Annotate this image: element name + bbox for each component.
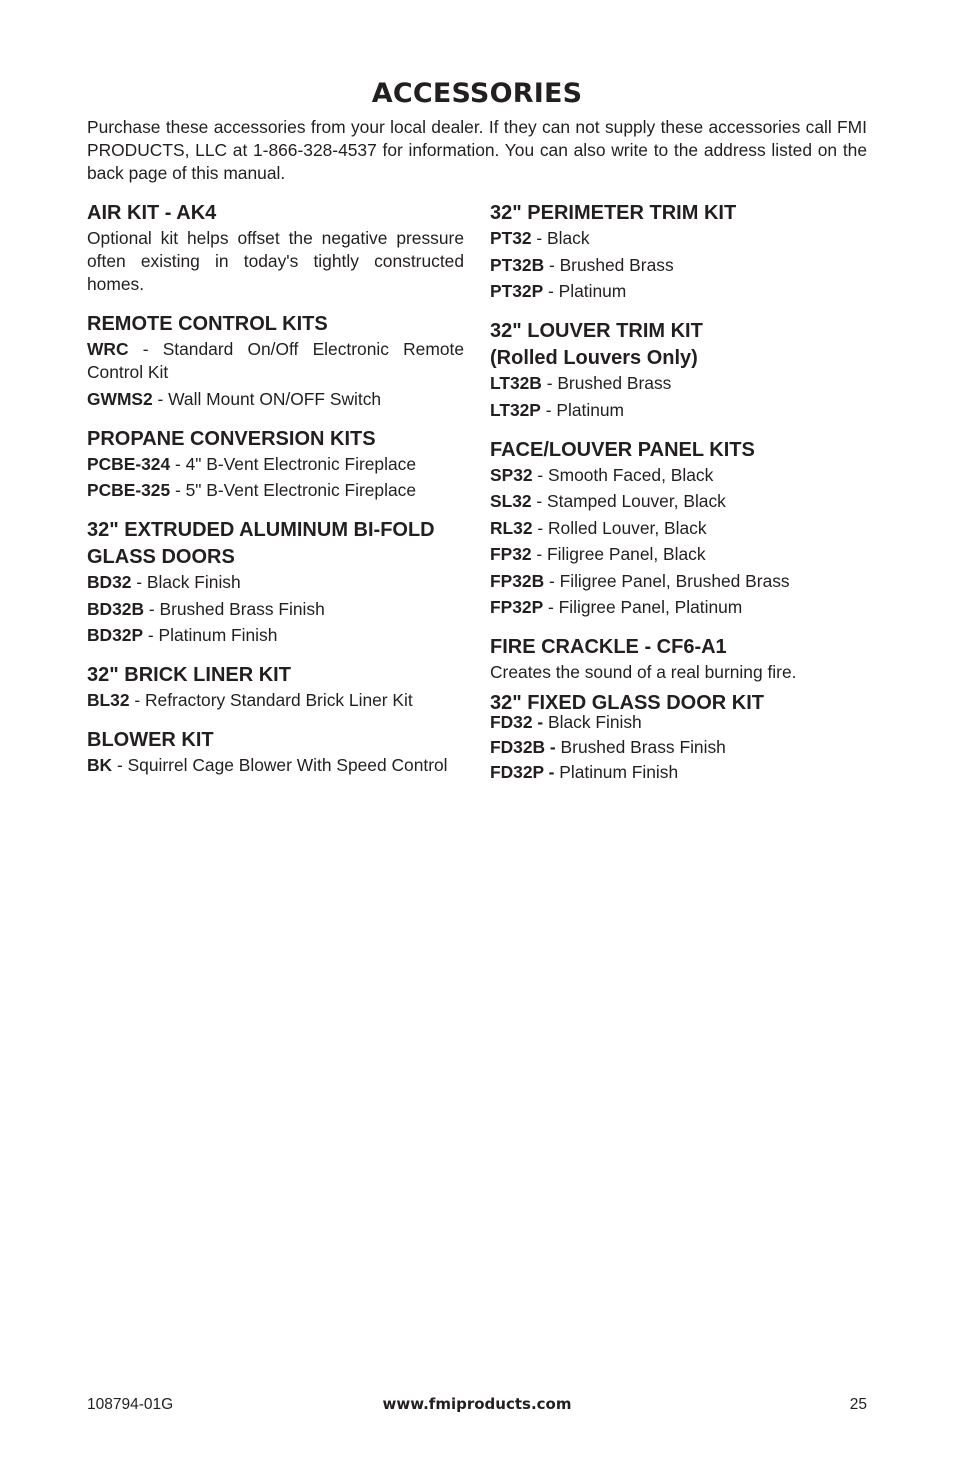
part-code: FP32B xyxy=(490,570,545,591)
bifold-title-line2: GLASS DOORS xyxy=(87,546,235,568)
website-link[interactable]: www.fmiproducts.com xyxy=(382,1395,572,1413)
air-kit-section xyxy=(87,200,464,296)
part-description: - Black xyxy=(531,228,590,248)
fixed-glass-door-section xyxy=(490,690,870,784)
face-louver-panel-title: FACE/LOUVER PANEL KITS xyxy=(490,438,755,461)
part-code: FP32P xyxy=(490,597,544,617)
blower-kit-title: BLOWER KIT xyxy=(87,729,214,751)
louver-trim-section xyxy=(490,318,870,422)
air-kit-description: Optional kit helps offset the negative pressure often existing in today's tightly constructed homes. xyxy=(87,228,464,294)
air-kit-title: AIR KIT - AK4 xyxy=(87,202,217,224)
part-code: PCBE-325 xyxy=(87,480,171,500)
list-item xyxy=(87,689,464,712)
page-title: ACCESSORIES xyxy=(371,78,583,109)
part-description: - Refractory Standard Brick Liner Kit xyxy=(129,690,413,710)
list-item xyxy=(87,598,464,621)
part-code: BD32 xyxy=(87,572,132,592)
brick-liner-title: 32" BRICK LINER KIT xyxy=(87,664,291,686)
part-description: - Brushed Brass xyxy=(541,373,672,393)
part-code: BL32 xyxy=(87,690,130,710)
part-code: PCBE-324 xyxy=(87,453,171,474)
part-description: - Brushed Brass Finish xyxy=(144,598,325,619)
blower-kit-section xyxy=(87,727,464,777)
louver-title-line1: 32" LOUVER TRIM KIT xyxy=(490,320,703,342)
fire-crackle-description: Creates the sound of a real burning fire. xyxy=(490,662,797,682)
part-code: LT32P xyxy=(490,399,541,420)
part-code: BD32P xyxy=(87,625,144,645)
list-item xyxy=(87,453,464,476)
part-description: - Stamped Louver, Black xyxy=(531,491,726,511)
part-description: - Standard On/Off Electronic Remote Control Kit xyxy=(87,339,464,382)
part-code: WRC xyxy=(87,339,129,359)
part-code: PT32 xyxy=(490,228,532,248)
list-item xyxy=(490,372,870,395)
list-item xyxy=(87,479,464,502)
list-item xyxy=(490,596,870,619)
part-description: - Platinum xyxy=(543,281,627,301)
part-description: Brushed Brass Finish xyxy=(555,737,726,757)
part-code: LT32B xyxy=(490,373,542,393)
perimeter-trim-section xyxy=(490,200,870,303)
part-code: PT32B xyxy=(490,254,545,275)
list-item xyxy=(490,399,870,422)
part-description: Platinum Finish xyxy=(554,762,679,782)
fixed-glass-door-title: 32" FIXED GLASS DOOR KIT xyxy=(490,692,764,714)
list-item xyxy=(490,280,870,303)
part-code: RL32 xyxy=(490,517,533,538)
fire-crackle-section xyxy=(490,634,870,684)
right-column xyxy=(490,200,870,799)
face-louver-panel-section xyxy=(490,437,870,620)
list-item xyxy=(87,571,464,594)
bifold-doors-section xyxy=(87,517,464,647)
list-item xyxy=(87,388,464,411)
part-description: - 5" B-Vent Electronic Fireplace xyxy=(170,480,417,500)
part-description: - Filigree Panel, Black xyxy=(531,544,706,564)
left-column xyxy=(87,200,464,792)
perimeter-trim-title: 32" PERIMETER TRIM KIT xyxy=(490,202,737,224)
part-description: - Brushed Brass xyxy=(544,254,674,275)
louver-trim-title xyxy=(490,318,870,372)
part-description: - Black Finish xyxy=(131,572,241,592)
part-code: PT32P xyxy=(490,281,544,301)
brick-liner-section xyxy=(87,662,464,712)
part-code: GWMS2 xyxy=(87,388,153,409)
list-item xyxy=(490,464,870,487)
list-item xyxy=(87,754,464,777)
part-description: - Smooth Faced, Black xyxy=(532,464,714,485)
propane-section xyxy=(87,426,464,503)
fixed-glass-door-list xyxy=(490,711,870,784)
bifold-doors-title xyxy=(87,517,464,571)
list-item xyxy=(490,736,870,759)
part-description: - Filigree Panel, Brushed Brass xyxy=(544,570,790,591)
part-code: FD32P - xyxy=(490,762,555,782)
propane-title: PROPANE CONVERSION KITS xyxy=(87,427,376,450)
page-number: 25 xyxy=(849,1396,867,1413)
part-description: - Rolled Louver, Black xyxy=(532,517,707,538)
part-description: - Platinum Finish xyxy=(143,625,278,645)
part-description: - Platinum xyxy=(540,399,625,420)
part-code: FP32 xyxy=(490,544,532,564)
part-description: - Squirrel Cage Blower With Speed Control xyxy=(112,755,448,775)
list-item xyxy=(490,517,870,540)
remote-control-title: REMOTE CONTROL KITS xyxy=(87,313,328,335)
list-item xyxy=(490,570,870,593)
document-number: 108794-01G xyxy=(87,1396,174,1413)
list-item xyxy=(87,338,464,384)
remote-control-section xyxy=(87,311,464,411)
list-item xyxy=(87,624,464,647)
part-code: BK xyxy=(87,755,113,775)
bifold-title-line1: 32" EXTRUDED ALUMINUM BI-FOLD xyxy=(87,519,435,541)
part-code: SL32 xyxy=(490,491,532,511)
part-description: - 4" B-Vent Electronic Fireplace xyxy=(170,453,417,474)
part-code: BD32B xyxy=(87,598,145,619)
part-description: - Wall Mount ON/OFF Switch xyxy=(152,388,382,409)
list-item xyxy=(490,543,870,566)
list-item xyxy=(490,761,870,784)
list-item xyxy=(490,254,870,277)
fire-crackle-title: FIRE CRACKLE - CF6-A1 xyxy=(490,636,727,658)
part-code: SP32 xyxy=(490,464,533,485)
list-item xyxy=(490,227,870,250)
part-code: FD32 - xyxy=(490,712,544,732)
part-description: - Filigree Panel, Platinum xyxy=(543,597,743,617)
louver-title-line2: (Rolled Louvers Only) xyxy=(490,347,698,369)
list-item xyxy=(490,490,870,513)
intro-paragraph: Purchase these accessories from your local dealer. If they can not supply these accessories call FMI PRODUCTS, LLC at 1-866-328-4537 for information. You can also write to the address listed on the back page of this manual. xyxy=(87,117,867,183)
part-code: FD32B - xyxy=(490,737,556,757)
part-description: Black Finish xyxy=(543,712,642,732)
